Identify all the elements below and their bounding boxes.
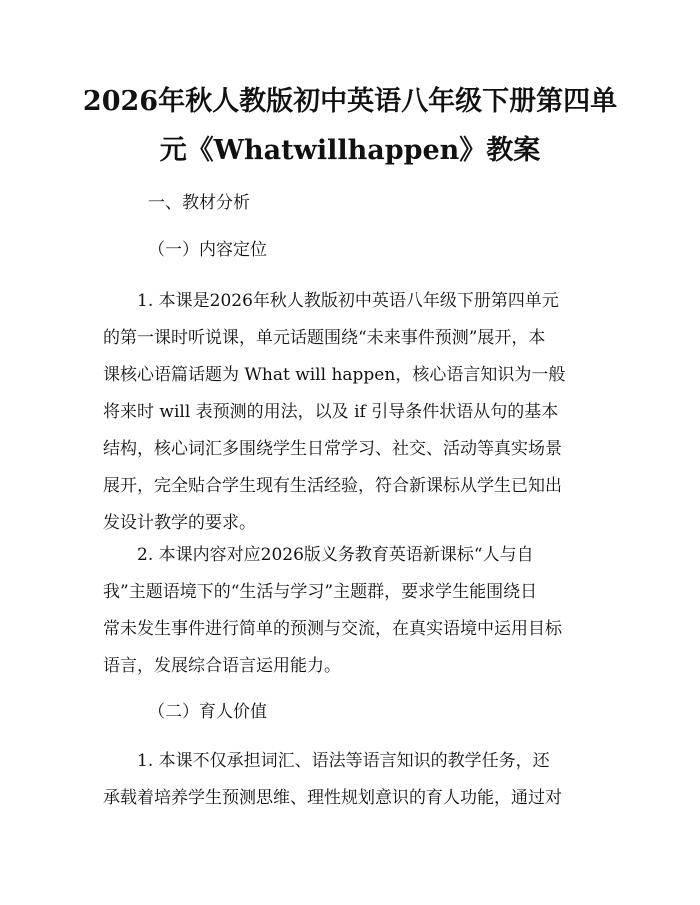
- paragraph-1-line: 将来时 will 表预测的用法，以及 if 引导条件状语从句的基本: [103, 402, 559, 422]
- paragraph-1-line: 课核心语篇话题为 What will happen，核心语言知识为一般: [103, 365, 566, 385]
- paragraph-1: [103, 283, 599, 542]
- paragraph-2-line: 我”主题语境下的“生活与学习”主题群，要求学生能围绕日: [103, 582, 538, 602]
- paragraph-3-line: 承载着培养学生预测思维、理性规划意识的育人功能，通过对: [103, 788, 562, 808]
- document-title-line-2: 元《Whatwillhappen》教案: [159, 135, 541, 166]
- paragraph-2-line: 2. 本课内容对应2026版义务教育英语新课标“人与自: [137, 545, 534, 565]
- subsection-heading-educational-value: （二）育人价值: [148, 702, 267, 722]
- paragraph-1-line: 展开，完全贴合学生现有生活经验，符合新课标从学生已知出: [103, 476, 562, 496]
- document-title-line-1: 2026年秋人教版初中英语八年级下册第四单: [82, 86, 618, 117]
- paragraph-1-line: 发设计教学的要求。: [103, 513, 256, 533]
- section-heading-textbook-analysis: 一、教材分析: [148, 193, 250, 213]
- paragraph-1-line: 1. 本课是2026年秋人教版初中英语八年级下册第四单元: [137, 291, 559, 311]
- paragraph-2-line: 常未发生事件进行简单的预测与交流，在真实语境中运用目标: [103, 619, 562, 639]
- paragraph-3: [103, 743, 599, 817]
- paragraph-2-line: 语言，发展综合语言运用能力。: [103, 656, 341, 676]
- paragraph-2: [103, 537, 599, 685]
- paragraph-1-line: 的第一课时听说课，单元话题围绕“未来事件预测”展开，本: [103, 328, 546, 348]
- paragraph-3-line: 1. 本课不仅承担词汇、语法等语言知识的教学任务，还: [137, 751, 550, 771]
- paragraph-1-line: 结构，核心词汇多围绕学生日常学习、社交、活动等真实场景: [103, 439, 562, 459]
- subsection-heading-content-positioning: （一）内容定位: [148, 240, 267, 260]
